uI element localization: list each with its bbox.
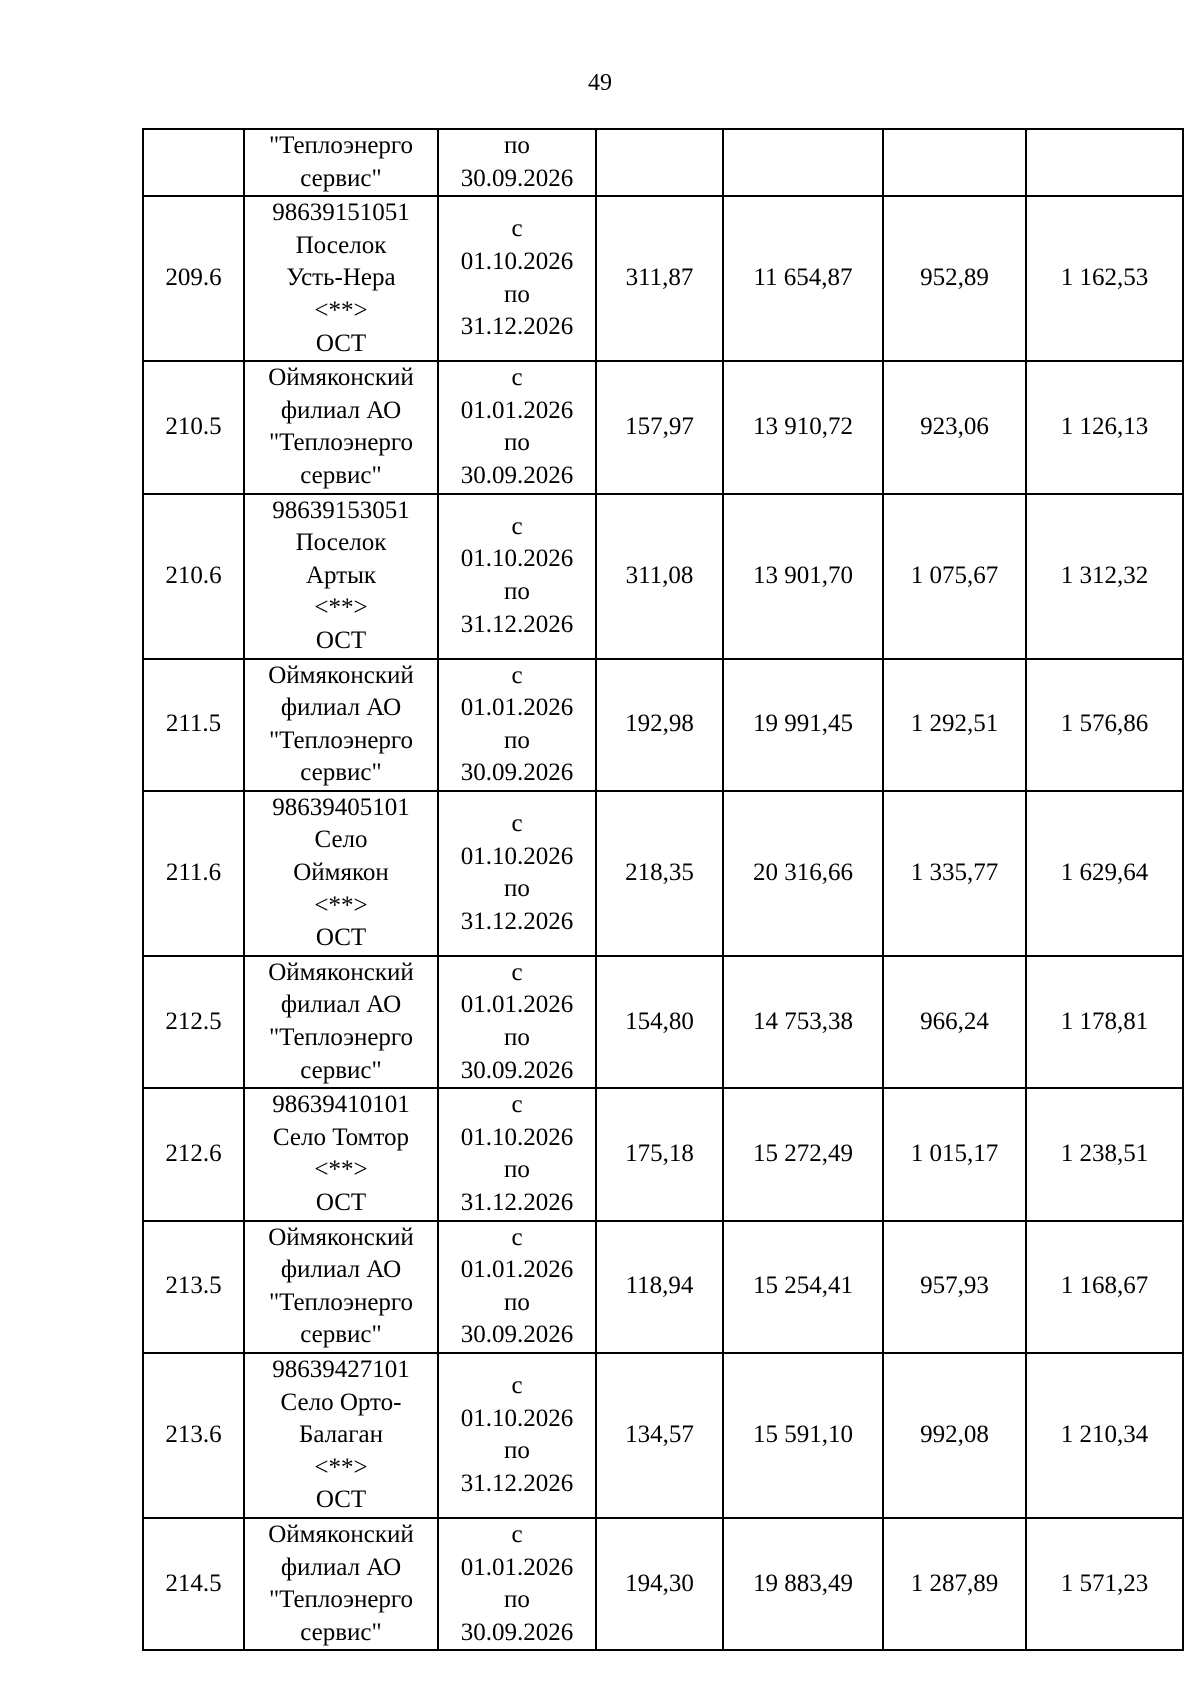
table-row	[143, 1353, 1183, 1518]
period-cell-line: с	[511, 215, 523, 243]
organization-cell-line: 98639410101	[272, 1091, 410, 1119]
value-cell-2: 15 591,10	[723, 1353, 883, 1518]
period-cell-line: с	[511, 958, 523, 986]
row-number-cell	[143, 129, 244, 196]
organization-cell-line: Поселок	[295, 231, 387, 259]
organization-cell-line: сервис"	[300, 1056, 382, 1084]
value-cell-4: 1 629,64	[1026, 791, 1183, 956]
organization-cell-line: <**>	[314, 594, 368, 622]
value-cell-2: 13 910,72	[723, 361, 883, 493]
table-row	[143, 1518, 1183, 1650]
organization-cell-line: "Теплоэнерго	[268, 1586, 414, 1614]
period-cell-line: 30.09.2026	[460, 1056, 574, 1084]
row-number-cell: 211.6	[143, 791, 244, 956]
row-number-cell: 210.5	[143, 361, 244, 493]
organization-cell-line: Оймяконский	[268, 364, 414, 392]
organization-cell	[244, 791, 438, 956]
value-cell-1	[596, 129, 723, 196]
period-cell-line: 31.12.2026	[460, 1470, 574, 1498]
period-cell-line: по	[504, 726, 530, 754]
period-cell-line: 30.09.2026	[460, 1618, 574, 1646]
value-cell-1: 134,57	[596, 1353, 723, 1518]
value-cell-3: 966,24	[883, 956, 1026, 1088]
organization-cell-line: ОСТ	[315, 329, 367, 357]
value-cell-3: 992,08	[883, 1353, 1026, 1518]
organization-cell-line: Поселок	[295, 529, 387, 557]
value-cell-4: 1 168,67	[1026, 1221, 1183, 1353]
value-cell-3: 1 015,17	[883, 1088, 1026, 1220]
value-cell-4: 1 238,51	[1026, 1088, 1183, 1220]
organization-cell-line: ОСТ	[315, 1189, 367, 1216]
organization-cell	[244, 1518, 438, 1650]
period-cell-line: по	[504, 429, 530, 457]
organization-cell-line: <**>	[314, 296, 368, 324]
row-number-cell: 212.5	[143, 956, 244, 1088]
value-cell-2	[723, 129, 883, 196]
period-cell-line: 31.12.2026	[460, 610, 574, 638]
value-cell-3: 952,89	[883, 196, 1026, 361]
organization-cell	[244, 361, 438, 493]
organization-cell-line: "Теплоэнерго	[268, 429, 414, 457]
organization-cell-line: филиал АО	[280, 396, 402, 424]
organization-cell	[244, 1353, 438, 1518]
period-cell-line: по	[504, 132, 530, 159]
period-cell-line: по	[504, 1586, 530, 1614]
value-cell-2: 13 901,70	[723, 494, 883, 659]
value-cell-1: 194,30	[596, 1518, 723, 1650]
organization-cell-line: Балаган	[299, 1421, 383, 1449]
value-cell-2: 15 254,41	[723, 1221, 883, 1353]
organization-cell-line: сервис"	[300, 1321, 382, 1349]
value-cell-1: 218,35	[596, 791, 723, 956]
value-cell-2: 19 991,45	[723, 659, 883, 791]
period-cell-line: по	[504, 875, 530, 903]
organization-cell	[244, 1088, 438, 1220]
value-cell-1: 175,18	[596, 1088, 723, 1220]
period-cell	[438, 1088, 596, 1220]
organization-cell-line: "Теплоэнерго	[268, 726, 414, 754]
organization-cell	[244, 1221, 438, 1353]
organization-cell-line: Село	[314, 826, 368, 854]
period-cell-line: с	[511, 810, 523, 838]
period-cell-line: 01.01.2026	[460, 1256, 574, 1284]
table-row	[143, 494, 1183, 659]
organization-cell	[244, 659, 438, 791]
period-cell-line: 01.01.2026	[460, 991, 574, 1019]
value-cell-4: 1 312,32	[1026, 494, 1183, 659]
page-number: 49	[588, 70, 612, 96]
period-cell-line: 31.12.2026	[460, 907, 574, 935]
table-row	[143, 791, 1183, 956]
organization-cell-line: Оймяконский	[268, 958, 414, 986]
period-cell	[438, 1353, 596, 1518]
value-cell-2: 20 316,66	[723, 791, 883, 956]
period-cell-line: с	[511, 1091, 523, 1119]
organization-cell-line: <**>	[314, 1156, 368, 1184]
row-number-cell: 210.6	[143, 494, 244, 659]
organization-cell-line: сервис"	[300, 759, 382, 787]
value-cell-1: 118,94	[596, 1221, 723, 1353]
value-cell-3: 957,93	[883, 1221, 1026, 1353]
value-cell-3: 923,06	[883, 361, 1026, 493]
value-cell-2: 14 753,38	[723, 956, 883, 1088]
period-cell	[438, 129, 596, 196]
value-cell-4: 1 162,53	[1026, 196, 1183, 361]
organization-cell-line: филиал АО	[280, 1553, 402, 1581]
period-cell	[438, 956, 596, 1088]
period-cell-line: 01.10.2026	[460, 545, 574, 573]
organization-cell-line: Оймяконский	[268, 1520, 414, 1548]
period-cell-line: с	[511, 1372, 523, 1400]
organization-cell-line: Оймяконский	[268, 1223, 414, 1251]
organization-cell-line: "Теплоэнерго	[268, 132, 414, 159]
organization-cell-line: <**>	[314, 1453, 368, 1481]
organization-cell-line: ОСТ	[315, 626, 367, 654]
table-row	[143, 361, 1183, 493]
period-cell-line: с	[511, 1223, 523, 1251]
period-cell-line: по	[504, 578, 530, 606]
row-number-cell: 209.6	[143, 196, 244, 361]
value-cell-3: 1 075,67	[883, 494, 1026, 659]
organization-cell	[244, 494, 438, 659]
organization-cell-line: ОСТ	[315, 924, 367, 952]
value-cell-4: 1 576,86	[1026, 659, 1183, 791]
value-cell-4: 1 126,13	[1026, 361, 1183, 493]
value-cell-4	[1026, 129, 1183, 196]
value-cell-1: 311,08	[596, 494, 723, 659]
value-cell-1: 192,98	[596, 659, 723, 791]
period-cell	[438, 1518, 596, 1650]
period-cell-line: 30.09.2026	[460, 461, 574, 489]
table-row	[143, 1088, 1183, 1220]
period-cell-line: 01.01.2026	[460, 694, 574, 722]
period-cell-line: 31.12.2026	[460, 1189, 574, 1216]
row-number-cell: 213.6	[143, 1353, 244, 1518]
value-cell-3: 1 292,51	[883, 659, 1026, 791]
period-cell	[438, 1221, 596, 1353]
period-cell-line: по	[504, 1288, 530, 1316]
value-cell-3: 1 287,89	[883, 1518, 1026, 1650]
table-row	[143, 1221, 1183, 1353]
organization-cell-line: "Теплоэнерго	[268, 1288, 414, 1316]
period-cell-line: 01.01.2026	[460, 1553, 574, 1581]
organization-cell-line: сервис"	[300, 461, 382, 489]
organization-cell-line: Оймякон	[293, 859, 389, 887]
organization-cell-line: <**>	[314, 891, 368, 919]
period-cell-line: с	[511, 364, 523, 392]
value-cell-1: 157,97	[596, 361, 723, 493]
organization-cell	[244, 129, 438, 196]
period-cell-line: 01.10.2026	[460, 248, 574, 276]
row-number-cell: 212.6	[143, 1088, 244, 1220]
period-cell	[438, 361, 596, 493]
row-number-cell: 213.5	[143, 1221, 244, 1353]
organization-cell-line: 98639153051	[272, 496, 410, 524]
table-row	[143, 659, 1183, 791]
period-cell	[438, 791, 596, 956]
value-cell-3	[883, 129, 1026, 196]
table-row	[143, 129, 1183, 196]
value-cell-1: 311,87	[596, 196, 723, 361]
organization-cell-line: сервис"	[300, 1618, 382, 1646]
period-cell-line: с	[511, 661, 523, 689]
value-cell-4: 1 178,81	[1026, 956, 1183, 1088]
organization-cell	[244, 956, 438, 1088]
organization-cell-line: 98639405101	[272, 793, 410, 821]
organization-cell-line: сервис"	[300, 164, 382, 192]
row-number-cell: 214.5	[143, 1518, 244, 1650]
organization-cell-line: 98639427101	[272, 1355, 410, 1383]
organization-cell	[244, 196, 438, 361]
organization-cell-line: "Теплоэнерго	[268, 1024, 414, 1052]
tariff-table	[142, 128, 1184, 1651]
period-cell	[438, 659, 596, 791]
period-cell-line: 30.09.2026	[460, 164, 574, 192]
table-body	[143, 129, 1183, 1650]
period-cell-line: 30.09.2026	[460, 1321, 574, 1349]
organization-cell-line: филиал АО	[280, 1256, 402, 1284]
organization-cell-line: филиал АО	[280, 694, 402, 722]
period-cell-line: 31.12.2026	[460, 313, 574, 341]
organization-cell-line: Село Орто-	[280, 1388, 402, 1416]
value-cell-1: 154,80	[596, 956, 723, 1088]
period-cell-line: по	[504, 1156, 530, 1184]
period-cell-line: с	[511, 1520, 523, 1548]
period-cell-line: по	[504, 1024, 530, 1052]
period-cell-line: 01.10.2026	[460, 1123, 574, 1151]
period-cell-line: 01.10.2026	[460, 842, 574, 870]
period-cell-line: 01.01.2026	[460, 396, 574, 424]
organization-cell-line: Артык	[305, 561, 377, 589]
organization-cell-line: филиал АО	[280, 991, 402, 1019]
organization-cell-line: Село Томтор	[272, 1123, 410, 1151]
organization-cell-line: 98639151051	[272, 199, 410, 227]
table-row	[143, 956, 1183, 1088]
period-cell	[438, 196, 596, 361]
period-cell-line: 30.09.2026	[460, 759, 574, 787]
value-cell-4: 1 571,23	[1026, 1518, 1183, 1650]
table-row	[143, 196, 1183, 361]
period-cell-line: по	[504, 280, 530, 308]
organization-cell-line: Оймяконский	[268, 661, 414, 689]
organization-cell-line: ОСТ	[315, 1486, 367, 1514]
period-cell-line: по	[504, 1437, 530, 1465]
value-cell-2: 11 654,87	[723, 196, 883, 361]
value-cell-2: 15 272,49	[723, 1088, 883, 1220]
period-cell-line: 01.10.2026	[460, 1404, 574, 1432]
row-number-cell: 211.5	[143, 659, 244, 791]
value-cell-3: 1 335,77	[883, 791, 1026, 956]
period-cell	[438, 494, 596, 659]
organization-cell-line: Усть-Нера	[286, 264, 396, 292]
value-cell-2: 19 883,49	[723, 1518, 883, 1650]
period-cell-line: с	[511, 512, 523, 540]
value-cell-4: 1 210,34	[1026, 1353, 1183, 1518]
